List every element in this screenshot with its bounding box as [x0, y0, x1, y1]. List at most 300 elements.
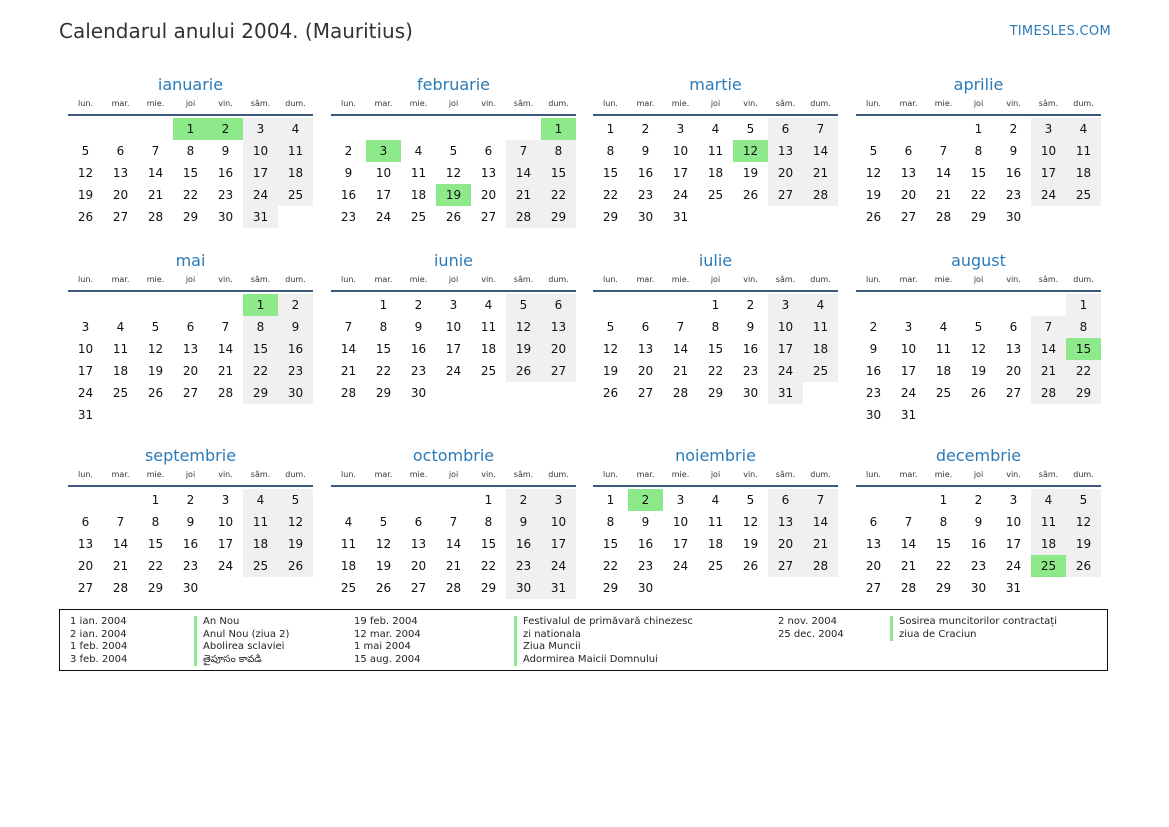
week-row	[68, 294, 313, 316]
empty-day-cell	[68, 118, 103, 140]
day-cell: 3	[1031, 118, 1066, 140]
day-cell: 25	[480, 364, 497, 378]
day-cell: 1	[974, 122, 983, 136]
day-cell: 16	[506, 533, 541, 555]
day-cell: 7	[151, 144, 160, 158]
empty-day-cell	[471, 118, 506, 140]
day-cell: 16	[865, 364, 882, 378]
day-cell: 6	[414, 515, 423, 529]
day-cell: 31	[77, 408, 94, 422]
day-cell: 22	[707, 364, 724, 378]
week-row	[856, 489, 1101, 511]
day-cell: 22	[602, 188, 619, 202]
weekday-label: sâm.	[775, 99, 796, 108]
day-cell: 26	[602, 386, 619, 400]
weekday-label: mie.	[934, 275, 953, 284]
day-cell: 13	[637, 342, 654, 356]
weekday-label: sâm.	[513, 470, 534, 479]
weekday-label: joi	[973, 470, 984, 479]
day-cell: 14	[445, 537, 462, 551]
day-cell: 29	[147, 581, 164, 595]
empty-day-cell	[103, 294, 138, 316]
week-row	[331, 184, 576, 206]
week-row	[593, 360, 838, 382]
legend-holiday-name: Sosirea muncitorilor contractați	[890, 616, 1057, 629]
empty-day-cell	[961, 294, 996, 316]
legend-holiday-name: zi nationala	[514, 629, 693, 642]
weekday-label: vin.	[1006, 470, 1021, 479]
weekday-label: vin.	[218, 275, 233, 284]
day-cell: 5	[151, 320, 160, 334]
day-cell: 2	[869, 320, 878, 334]
week-row	[593, 338, 838, 360]
weekday-label: lun.	[341, 470, 356, 479]
header-divider	[593, 485, 838, 487]
week-row	[856, 140, 1101, 162]
legend-holiday-name: An Nou	[194, 616, 289, 629]
day-cell: 18	[410, 188, 427, 202]
week-row	[68, 206, 313, 228]
holiday-day-cell: 15	[1066, 338, 1101, 360]
day-cell: 1	[151, 493, 160, 507]
weekday-label: vin.	[481, 470, 496, 479]
empty-day-cell	[1066, 206, 1101, 228]
empty-day-cell	[173, 404, 208, 426]
weekday-label: lun.	[78, 470, 93, 479]
day-cell: 21	[445, 559, 462, 573]
day-cell: 4	[116, 320, 125, 334]
day-cell: 26	[865, 210, 882, 224]
weekday-label: lun.	[78, 99, 93, 108]
legend-names-col1	[194, 616, 289, 666]
empty-day-cell	[891, 118, 926, 140]
day-cell: 15	[935, 537, 952, 551]
day-cell: 3	[768, 294, 803, 316]
site-logo-text[interactable]: TIMESLES.COM	[1009, 24, 1111, 39]
weekday-label: dum.	[285, 275, 306, 284]
day-cell: 29	[602, 581, 619, 595]
week-row	[856, 404, 1101, 426]
month-aprilie	[856, 74, 1101, 228]
empty-day-cell	[733, 577, 768, 599]
day-cell: 3	[676, 122, 685, 136]
day-cell: 24	[768, 360, 803, 382]
day-cell: 15	[480, 537, 497, 551]
day-cell: 30	[637, 581, 654, 595]
day-cell: 31	[900, 408, 917, 422]
header-divider	[68, 114, 313, 116]
day-cell: 16	[410, 342, 427, 356]
day-cell: 5	[746, 122, 755, 136]
day-cell: 21	[147, 188, 164, 202]
day-cell: 27	[900, 210, 917, 224]
day-cell: 14	[217, 342, 234, 356]
weekday-header	[856, 272, 1101, 288]
day-cell: 1	[711, 298, 720, 312]
day-cell: 6	[484, 144, 493, 158]
legend-holiday-name: Adormirea Maicii Domnului	[514, 654, 693, 667]
day-cell: 13	[541, 316, 576, 338]
day-cell: 31	[672, 210, 689, 224]
day-cell: 9	[746, 320, 755, 334]
month-septembrie	[68, 445, 313, 599]
day-cell: 11	[480, 320, 497, 334]
day-cell: 6	[186, 320, 195, 334]
week-row	[331, 577, 576, 599]
day-cell: 19	[742, 166, 759, 180]
week-row	[593, 294, 838, 316]
legend-holiday-name: Abolirea sclaviei	[194, 641, 289, 654]
day-cell: 25	[112, 386, 129, 400]
day-cell: 24	[541, 555, 576, 577]
day-cell: 27	[768, 184, 803, 206]
day-cell: 30	[410, 386, 427, 400]
weekday-label: lun.	[341, 99, 356, 108]
day-cell: 24	[243, 184, 278, 206]
empty-day-cell	[628, 294, 663, 316]
day-cell: 14	[803, 140, 838, 162]
legend-holiday-date: 2 nov. 2004	[778, 616, 837, 627]
day-cell: 30	[182, 581, 199, 595]
weekday-label: vin.	[218, 99, 233, 108]
weekday-header	[593, 467, 838, 483]
day-cell: 20	[1005, 364, 1022, 378]
day-cell: 11	[935, 342, 952, 356]
weekday-label: joi	[185, 470, 196, 479]
day-cell: 2	[506, 489, 541, 511]
weekday-header	[593, 272, 838, 288]
weekday-header	[331, 272, 576, 288]
day-cell: 8	[186, 144, 195, 158]
weekday-label: joi	[973, 275, 984, 284]
week-row	[331, 118, 576, 140]
day-cell: 20	[182, 364, 199, 378]
weekday-label: dum.	[548, 275, 569, 284]
legend-holiday-name: తైపూసం కావడి	[194, 654, 289, 667]
empty-day-cell	[768, 206, 803, 228]
day-cell: 20	[77, 559, 94, 573]
week-row	[331, 294, 576, 316]
empty-day-cell	[68, 294, 103, 316]
day-cell: 28	[340, 386, 357, 400]
day-cell: 9	[1009, 144, 1018, 158]
month-iulie	[593, 250, 838, 404]
day-cell: 20	[410, 559, 427, 573]
day-cell: 17	[672, 166, 689, 180]
day-cell: 12	[865, 166, 882, 180]
day-cell: 25	[707, 188, 724, 202]
week-row	[331, 316, 576, 338]
day-cell: 7	[116, 515, 125, 529]
day-cell: 20	[637, 364, 654, 378]
week-row	[68, 555, 313, 577]
day-cell: 21	[803, 162, 838, 184]
day-cell: 4	[344, 515, 353, 529]
month-name: decembrie	[935, 446, 1022, 465]
header-divider	[331, 485, 576, 487]
week-row	[593, 162, 838, 184]
week-row	[856, 555, 1101, 577]
empty-day-cell	[278, 577, 313, 599]
day-cell: 24	[1031, 184, 1066, 206]
day-cell: 14	[340, 342, 357, 356]
holiday-day-cell: 3	[366, 140, 401, 162]
weekday-label: joi	[448, 99, 459, 108]
week-row	[68, 118, 313, 140]
day-cell: 9	[641, 515, 650, 529]
day-cell: 17	[243, 162, 278, 184]
day-cell: 23	[970, 559, 987, 573]
day-cell: 11	[707, 515, 724, 529]
day-cell: 21	[340, 364, 357, 378]
week-row	[68, 511, 313, 533]
weekday-label: sâm.	[513, 275, 534, 284]
weekday-label: lun.	[866, 99, 881, 108]
day-cell: 2	[746, 298, 755, 312]
day-cell: 10	[768, 316, 803, 338]
day-cell: 16	[278, 338, 313, 360]
day-cell: 13	[410, 537, 427, 551]
month-august	[856, 250, 1101, 426]
empty-day-cell	[926, 404, 961, 426]
day-cell: 28	[935, 210, 952, 224]
day-cell: 18	[935, 364, 952, 378]
day-cell: 8	[606, 144, 615, 158]
day-cell: 29	[935, 581, 952, 595]
day-cell: 24	[375, 210, 392, 224]
weekday-label: joi	[710, 275, 721, 284]
day-cell: 29	[182, 210, 199, 224]
day-cell: 1	[1066, 294, 1101, 316]
weekday-header	[68, 467, 313, 483]
day-cell: 3	[1009, 493, 1018, 507]
day-cell: 12	[970, 342, 987, 356]
day-cell: 8	[379, 320, 388, 334]
weekday-label: mie.	[146, 470, 165, 479]
day-cell: 28	[1031, 382, 1066, 404]
day-cell: 7	[506, 140, 541, 162]
week-row	[68, 360, 313, 382]
month-name: august	[951, 251, 1006, 270]
week-row	[856, 511, 1101, 533]
weekday-label: vin.	[1006, 275, 1021, 284]
weekday-label: mie.	[409, 99, 428, 108]
day-cell: 1	[379, 298, 388, 312]
day-cell: 31	[768, 382, 803, 404]
day-cell: 20	[480, 188, 497, 202]
empty-day-cell	[891, 489, 926, 511]
empty-day-cell	[926, 294, 961, 316]
day-cell: 29	[375, 386, 392, 400]
legend-holiday-date: 25 dec. 2004	[778, 628, 844, 640]
weekday-label: mie.	[409, 470, 428, 479]
day-cell: 12	[77, 166, 94, 180]
empty-day-cell	[856, 294, 891, 316]
day-cell: 18	[480, 342, 497, 356]
day-cell: 6	[641, 320, 650, 334]
weekday-label: joi	[710, 99, 721, 108]
day-cell: 16	[742, 342, 759, 356]
day-cell: 28	[217, 386, 234, 400]
weekday-header	[331, 467, 576, 483]
day-cell: 7	[904, 515, 913, 529]
weekday-header	[856, 96, 1101, 112]
day-cell: 19	[506, 338, 541, 360]
day-cell: 4	[414, 144, 423, 158]
day-cell: 28	[112, 581, 129, 595]
day-cell: 24	[900, 386, 917, 400]
day-cell: 20	[768, 162, 803, 184]
day-cell: 20	[541, 338, 576, 360]
day-cell: 25	[1066, 184, 1101, 206]
day-cell: 29	[541, 206, 576, 228]
day-cell: 7	[1031, 316, 1066, 338]
weekday-label: mar.	[111, 470, 130, 479]
legend-holiday-date: 2 ian. 2004	[70, 628, 127, 640]
week-row	[331, 206, 576, 228]
week-row	[331, 360, 576, 382]
empty-day-cell	[926, 118, 961, 140]
week-row	[331, 489, 576, 511]
day-cell: 22	[935, 559, 952, 573]
day-cell: 8	[711, 320, 720, 334]
weekday-label: mie.	[671, 275, 690, 284]
week-row	[68, 316, 313, 338]
holiday-day-cell: 12	[733, 140, 768, 162]
day-cell: 19	[147, 364, 164, 378]
week-row	[856, 533, 1101, 555]
day-cell: 6	[904, 144, 913, 158]
day-cell: 10	[900, 342, 917, 356]
empty-day-cell	[103, 489, 138, 511]
day-cell: 8	[939, 515, 948, 529]
weekday-label: sâm.	[250, 99, 271, 108]
day-cell: 2	[974, 493, 983, 507]
weekday-label: dum.	[810, 470, 831, 479]
day-cell: 28	[672, 386, 689, 400]
day-cell: 8	[606, 515, 615, 529]
day-cell: 8	[974, 144, 983, 158]
weekday-label: sâm.	[513, 99, 534, 108]
day-cell: 15	[243, 338, 278, 360]
day-cell: 22	[182, 188, 199, 202]
day-cell: 27	[768, 555, 803, 577]
day-cell: 21	[900, 559, 917, 573]
day-cell: 28	[900, 581, 917, 595]
week-row	[331, 555, 576, 577]
month-februarie	[331, 74, 576, 228]
week-row	[856, 118, 1101, 140]
day-cell: 29	[970, 210, 987, 224]
day-cell: 20	[900, 188, 917, 202]
legend-dates-col3	[778, 616, 844, 641]
day-cell: 26	[1066, 555, 1101, 577]
month-ianuarie	[68, 74, 313, 228]
week-row	[856, 382, 1101, 404]
weekday-label: lun.	[866, 470, 881, 479]
day-cell: 29	[480, 581, 497, 595]
empty-day-cell	[1031, 577, 1066, 599]
day-cell: 1	[484, 493, 493, 507]
day-cell: 29	[707, 386, 724, 400]
week-row	[331, 382, 576, 404]
day-cell: 22	[480, 559, 497, 573]
day-cell: 5	[506, 294, 541, 316]
legend-holiday-date: 15 aug. 2004	[354, 653, 421, 665]
weekday-label: dum.	[1073, 99, 1094, 108]
empty-day-cell	[1031, 294, 1066, 316]
day-cell: 30	[865, 408, 882, 422]
empty-day-cell	[663, 577, 698, 599]
day-cell: 12	[742, 515, 759, 529]
week-row	[68, 184, 313, 206]
week-row	[68, 577, 313, 599]
day-cell: 12	[147, 342, 164, 356]
weekday-label: mie.	[671, 470, 690, 479]
day-cell: 26	[445, 210, 462, 224]
weekday-header	[856, 467, 1101, 483]
day-cell: 11	[340, 537, 357, 551]
day-cell: 8	[1066, 316, 1101, 338]
month-name: februarie	[416, 75, 491, 94]
weekday-label: mar.	[374, 275, 393, 284]
weekday-label: dum.	[285, 99, 306, 108]
week-row	[331, 533, 576, 555]
day-cell: 9	[414, 320, 423, 334]
holiday-day-cell: 2	[628, 489, 663, 511]
header-divider	[331, 114, 576, 116]
day-cell: 28	[803, 184, 838, 206]
holiday-day-cell: 2	[208, 118, 243, 140]
weekday-label: mar.	[111, 275, 130, 284]
day-cell: 27	[637, 386, 654, 400]
day-cell: 17	[217, 537, 234, 551]
day-cell: 13	[865, 537, 882, 551]
empty-day-cell	[593, 294, 628, 316]
month-name: martie	[689, 75, 742, 94]
day-cell: 21	[1031, 360, 1066, 382]
month-martie	[593, 74, 838, 228]
empty-day-cell	[366, 489, 401, 511]
day-cell: 24	[672, 188, 689, 202]
day-cell: 12	[1066, 511, 1101, 533]
month-name: aprilie	[953, 75, 1004, 94]
day-cell: 19	[742, 537, 759, 551]
day-cell: 14	[935, 166, 952, 180]
day-cell: 5	[869, 144, 878, 158]
day-cell: 27	[480, 210, 497, 224]
empty-day-cell	[856, 118, 891, 140]
empty-day-cell	[331, 489, 366, 511]
day-cell: 15	[602, 166, 619, 180]
weekday-label: mar.	[899, 470, 918, 479]
day-cell: 5	[974, 320, 983, 334]
day-cell: 4	[1031, 489, 1066, 511]
day-cell: 9	[186, 515, 195, 529]
day-cell: 10	[243, 140, 278, 162]
weekday-header	[331, 96, 576, 112]
legend-holiday-date: 12 mar. 2004	[354, 628, 421, 640]
day-cell: 14	[900, 537, 917, 551]
empty-day-cell	[961, 404, 996, 426]
empty-day-cell	[506, 382, 541, 404]
weekday-label: sâm.	[250, 275, 271, 284]
day-cell: 30	[970, 581, 987, 595]
day-cell: 18	[707, 166, 724, 180]
day-cell: 23	[410, 364, 427, 378]
weekday-header	[68, 272, 313, 288]
day-cell: 27	[410, 581, 427, 595]
